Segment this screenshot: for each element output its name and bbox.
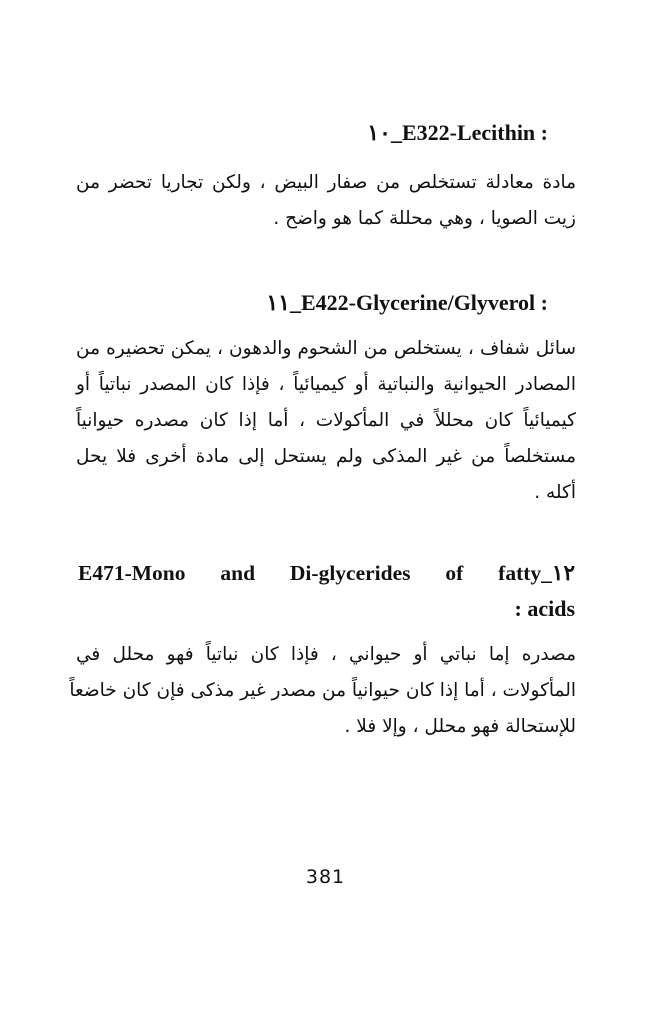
body-line: أكله . (534, 482, 576, 503)
entry-heading-lecithin: ١٠_E322-Lecithin : (367, 120, 548, 145)
body-line: للإستحالة فهو محلل ، وإلا فلا . (344, 716, 576, 737)
entry-body-glycerine (76, 331, 576, 511)
body-line: كيميائياً كان محللاً في المأكولات ، أما إذا كان مصدره حيوانياً (76, 410, 576, 431)
entry-body-mono-diglycerides (69, 637, 576, 745)
body-line: مصدره إما نباتي أو حيواني ، فإذا كان نباتياً فهو محلل في (76, 644, 576, 665)
entry-heading-mono-diglycerides-continued: : acids (514, 596, 575, 621)
entry-heading-mono-diglycerides: E471-Mono and Di-glycerides of fatty_١٢ (78, 561, 575, 585)
body-line: المصادر الحيوانية والنباتية أو كيميائياً ، فإذا كان المصدر نباتياً أو (76, 374, 576, 395)
body-line: زيت الصويا ، وهي محللة كما هو واضح . (273, 208, 576, 229)
body-line: سائل شفاف ، يستخلص من الشحوم والدهون ، يمكن تحضيره من (76, 338, 576, 359)
body-line: مادة معادلة تستخلص من صفار البيض ، ولكن تجاريا تحضر من (76, 172, 576, 193)
entry-heading-glycerine: ١١_E422-Glycerine/Glyverol : (266, 290, 548, 315)
page-number: 381 (305, 866, 346, 888)
body-line: المأكولات ، أما إذا كان حيوانياً من مصدر غير مذكى فإن كان خاضعاً (69, 680, 576, 701)
entry-body-lecithin (76, 165, 576, 237)
body-line: مستخلصاً من غير المذكى ولم يستحل إلى مادة أخرى فلا يحل (76, 446, 576, 467)
